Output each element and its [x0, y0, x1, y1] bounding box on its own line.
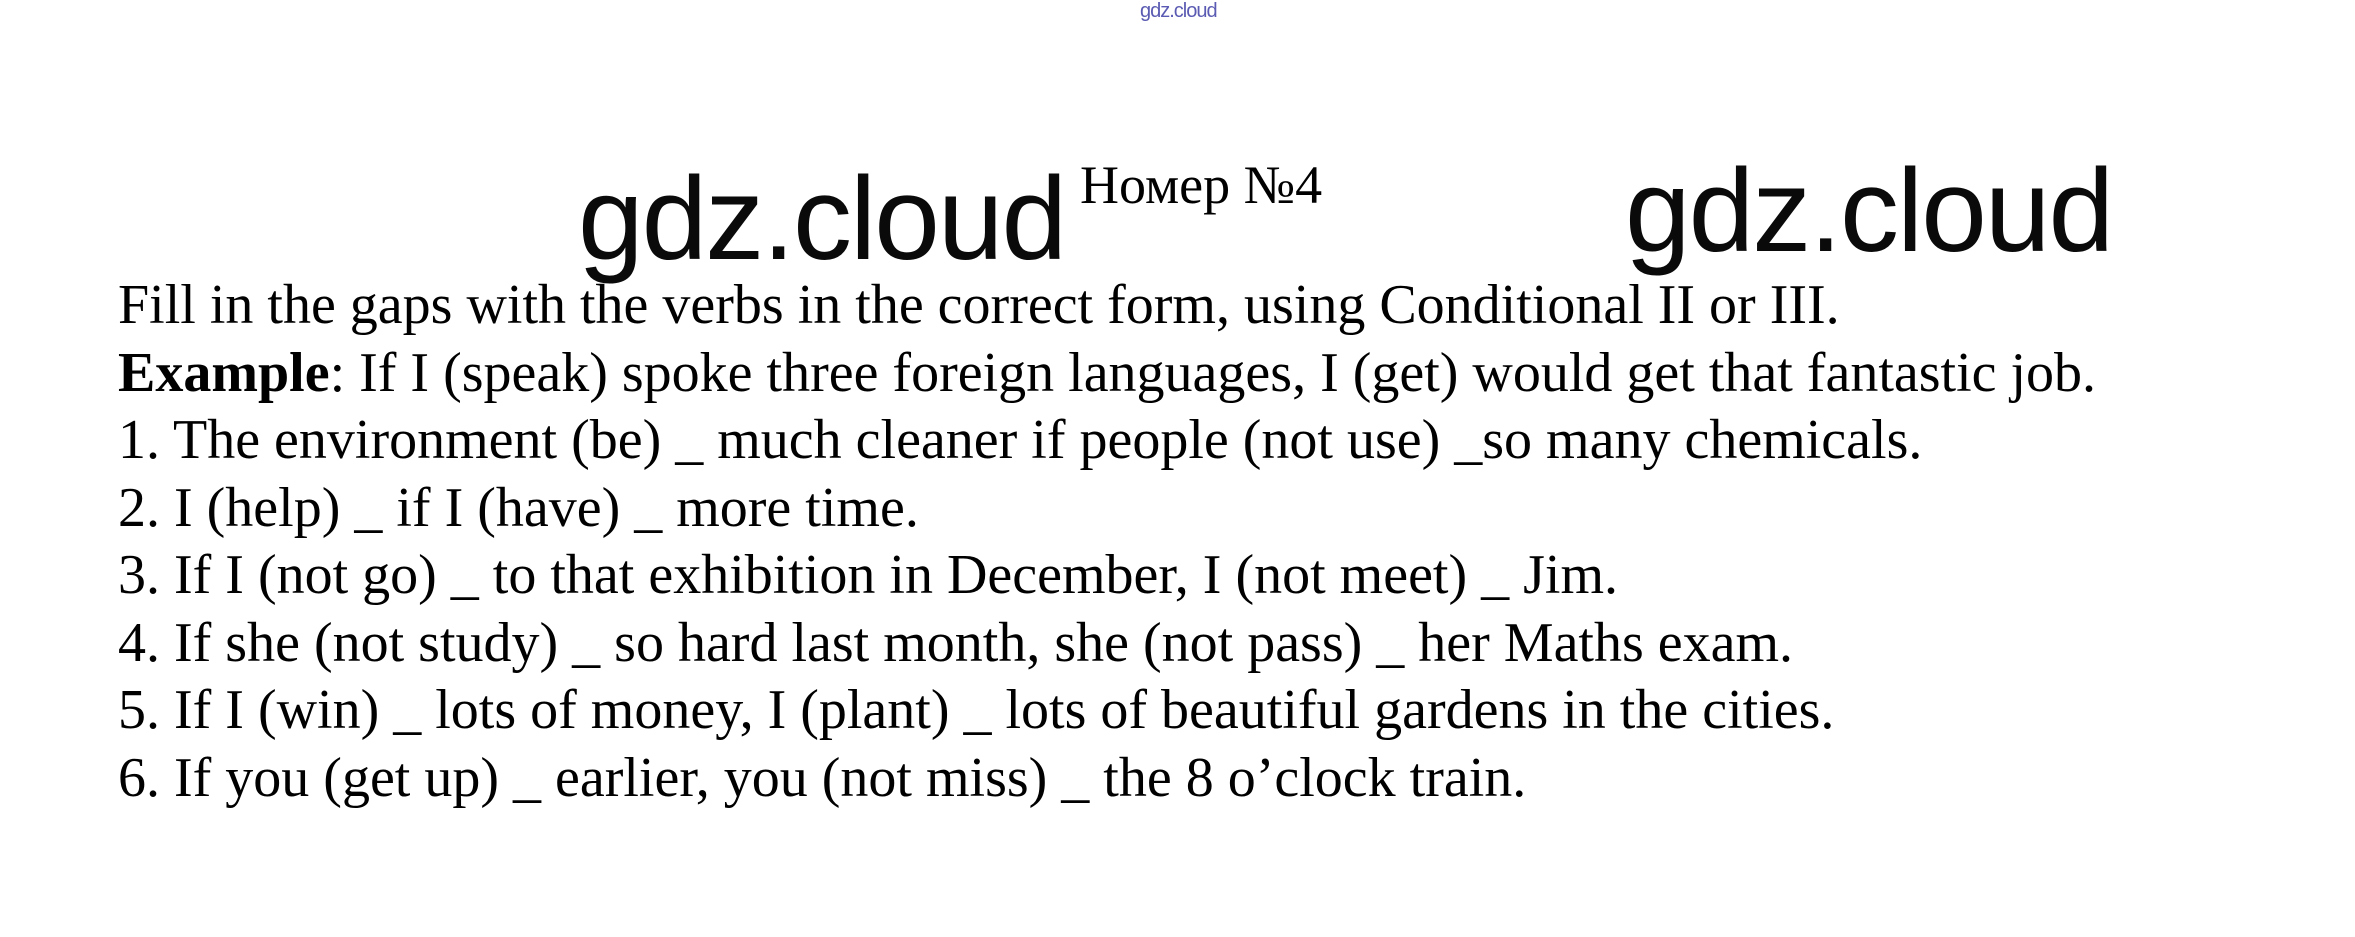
- watermark-right: gdz.cloud: [1625, 145, 2113, 277]
- exercise-item-4: 4. If she (not study) _ so hard last month, she (not pass) _ her Maths exam.: [118, 611, 1794, 674]
- exercise-item-6: 6. If you (get up) _ earlier, you (not miss) _ the 8 o’clock train.: [118, 746, 1527, 809]
- exercise-item-3: 3. If I (not go) _ to that exhibition in December, I (not meet) _ Jim.: [118, 544, 1619, 606]
- example-text: : If I (speak) spoke three foreign languages, I (get) would get that fantastic job.: [329, 341, 2097, 404]
- site-mark: gdz.cloud: [1140, 0, 1217, 22]
- instruction: Fill in the gaps with the verbs in the correct form, using Conditional II or III.: [118, 274, 1840, 336]
- watermark-left: gdz.cloud: [578, 153, 1066, 285]
- page-title: Номер №4: [1080, 155, 1323, 215]
- exercise-body: [118, 272, 2318, 812]
- exercise-item-2: 2. I (help) _ if I (have) _ more time.: [118, 476, 919, 539]
- exercise-item-1: 1. The environment (be) _ much cleaner if people (not use) _so many chemicals.: [118, 409, 1923, 471]
- example-line: [118, 340, 2318, 408]
- exercise-item-5: 5. If I (win) _ lots of money, I (plant) _ lots of beautiful gardens in the cities.: [118, 679, 1835, 741]
- example-label: Example: [118, 341, 330, 404]
